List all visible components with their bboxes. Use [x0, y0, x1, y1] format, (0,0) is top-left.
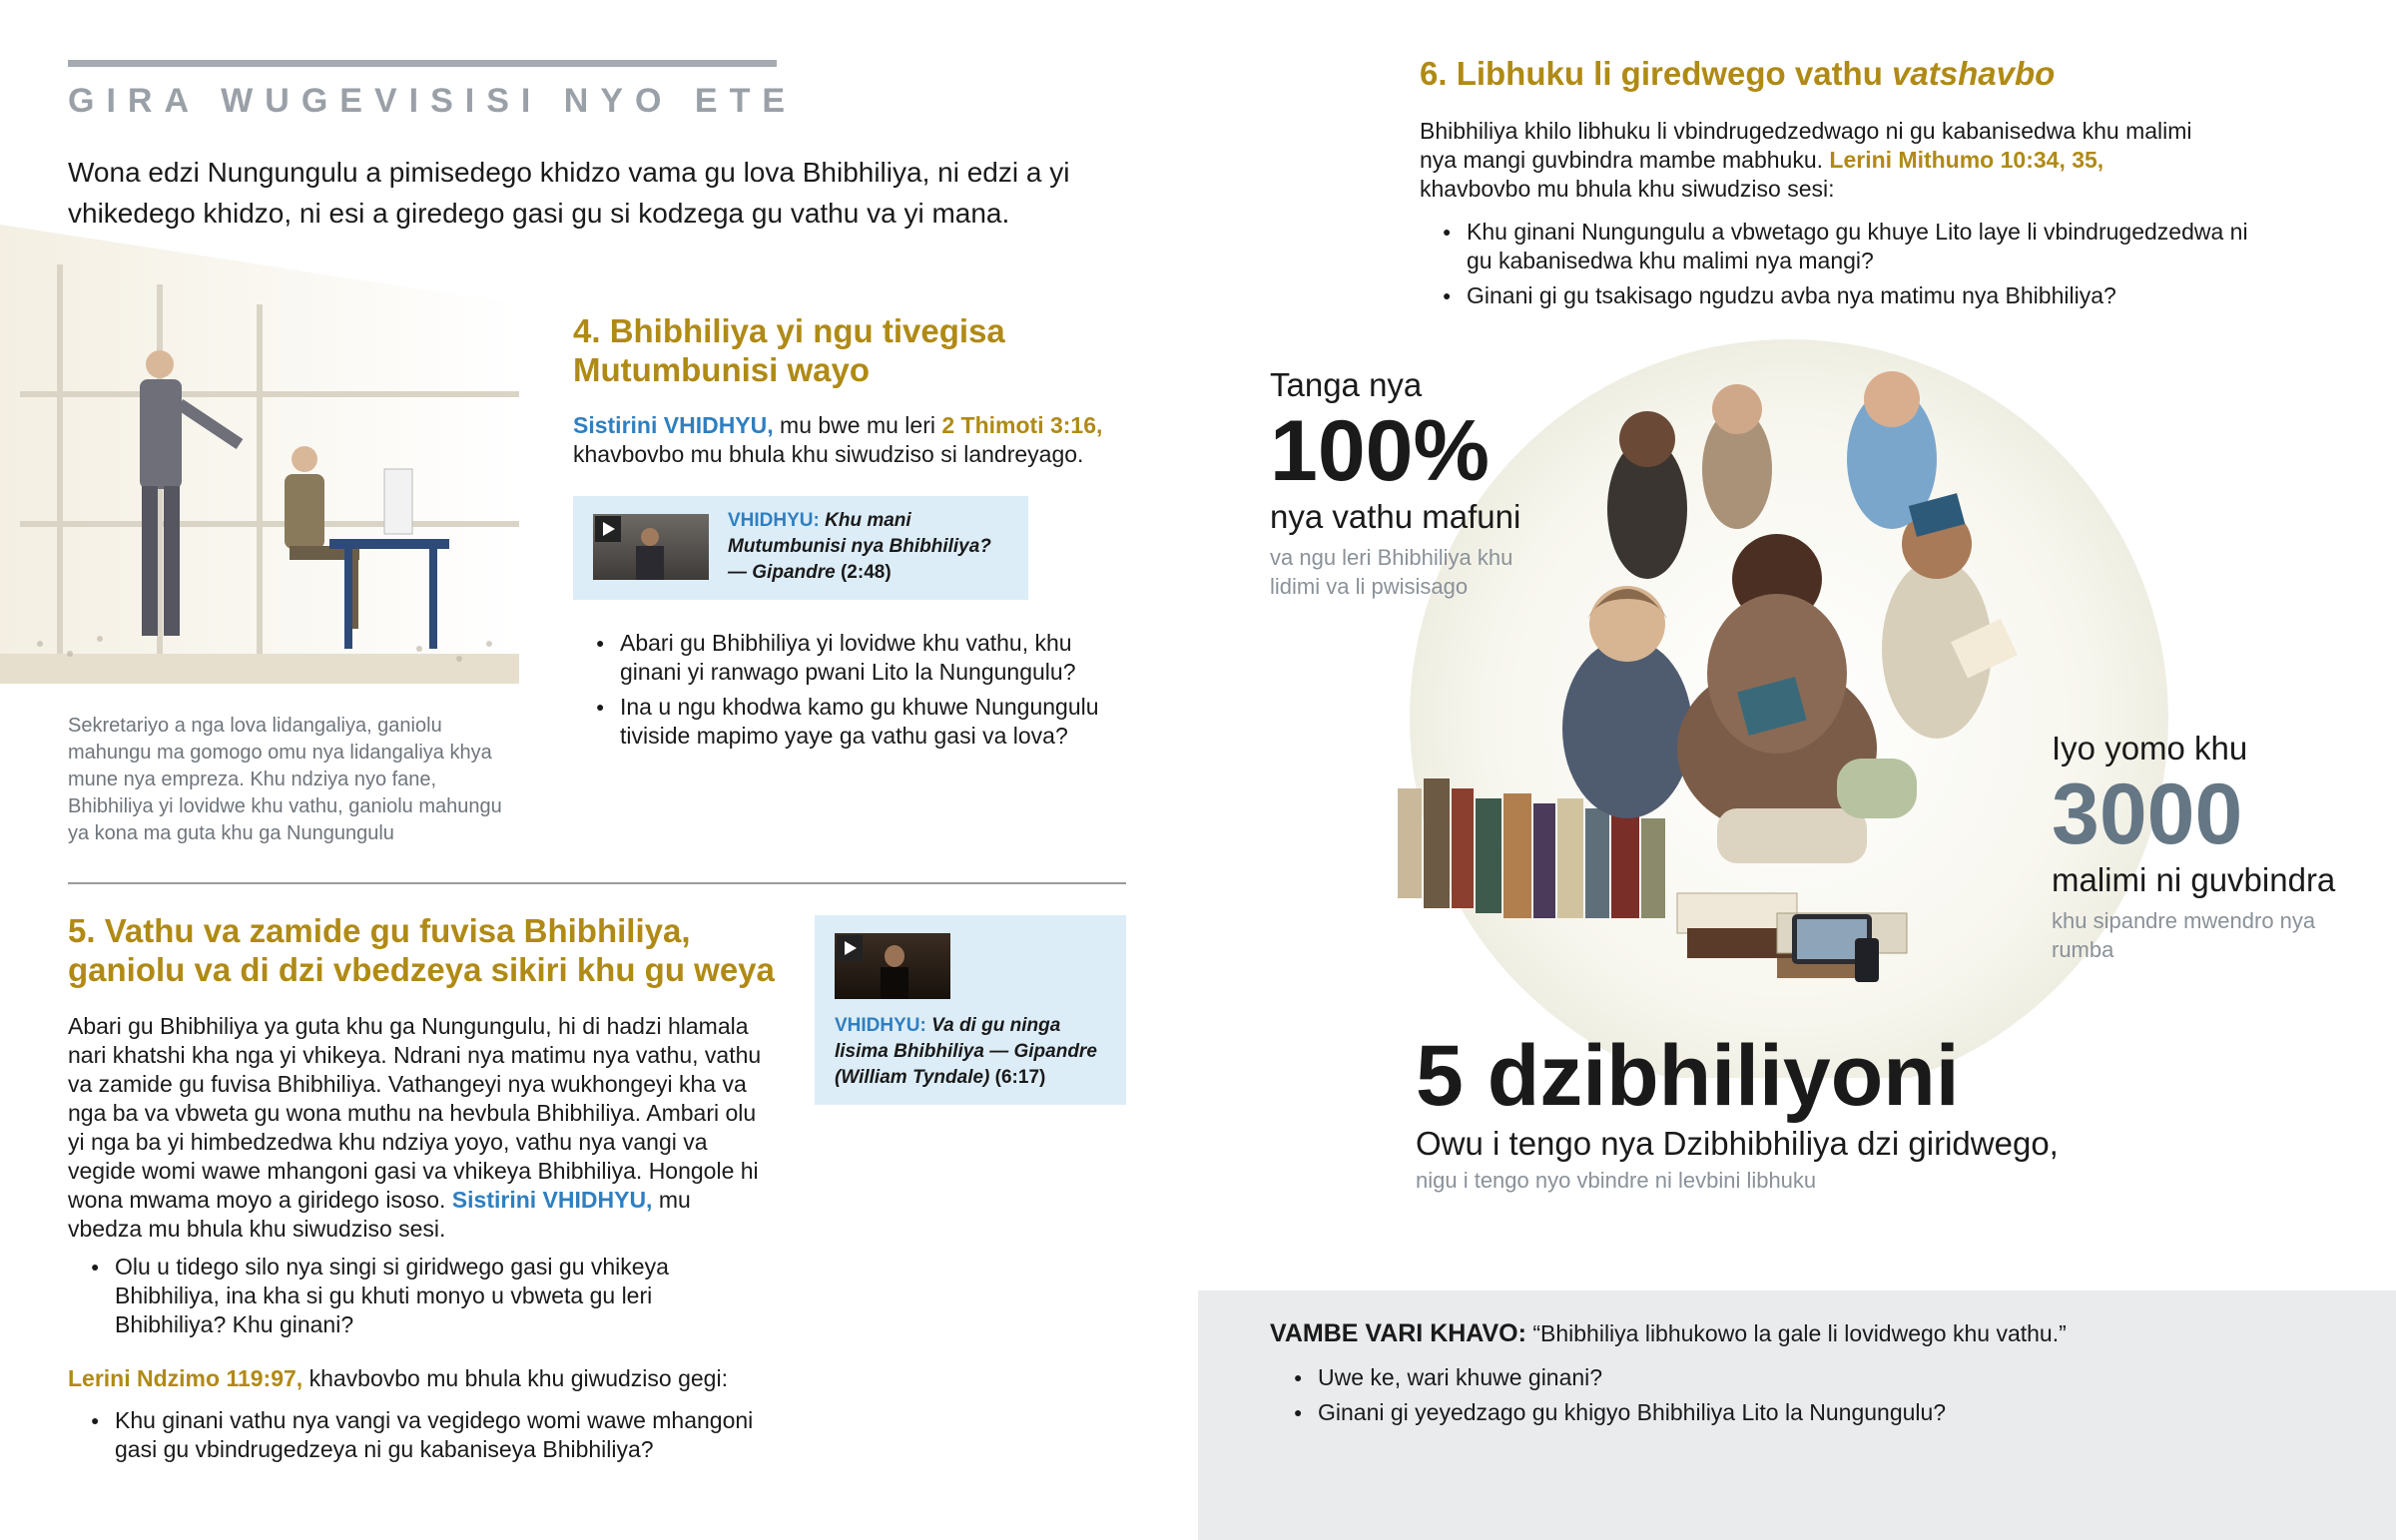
section4-video-card[interactable] [573, 496, 1028, 600]
video-prefix: VHIDHYU: [835, 1015, 926, 1036]
stat-3000-number: 3000 [2052, 767, 2243, 862]
video-title: Va di gu ninga lisima Bhibhiliya — Gipandre [835, 1015, 1097, 1062]
summary-label: VAMBE VARI KHAVO: [1270, 1319, 1526, 1347]
video-duration: (2:48) [840, 562, 892, 583]
section6-paragraph: Bhibhiliya khilo libhuku li vbindrugedzedwago ni gu kabanisedwa khu malimi nya mangi guvbindra mambe mabhuku. Lerini Mithumo 10:34, 35, khavbovbo mu bhula khu siwudziso sesi: [1420, 118, 2192, 202]
play-icon[interactable] [837, 935, 863, 961]
question-item: ● Abari gu Bhibhiliya yi lovidwe khu vathu, khu ginani yi ranwago pwani Lito la Nungungulu? [596, 629, 1115, 687]
question-item: ● Uwe ke, wari khuwe ginani? [1294, 1363, 2292, 1392]
question-item: ● Ina u ngu khodwa kamo gu khuwe Nungungulu tiviside mapimo yaye ga vathu gasi va lova? [596, 693, 1115, 751]
question-item: ● Olu u tidego silo nya singi si giridwego gasi gu vhikeya Bhibhiliya, ina kha si gu khuti monyo u vbweta gu leri Bhibhiliya? Khu ginani? [91, 1253, 730, 1339]
summary-questions [1294, 1363, 2292, 1433]
video-person: (William Tyndale) [835, 1067, 990, 1088]
section-divider [68, 882, 1126, 884]
section4-read-tail: khavbovbo mu bhula khu siwudziso si landreyago. [573, 441, 1084, 467]
section-kicker: GIRA WUGEVISISI NYO ETE [68, 82, 798, 120]
stat-5-billion: 5 dzibhiliyoni Owu i tengo nya Dzibhibhiliya dzi giridwego, nigu i tengo nyo vbindre ni levbini libhuku [1416, 1028, 2174, 1198]
intro-paragraph: Wona edzi Nungungulu a pimisedego khidzo vama gu lova Bhibhiliya, ni edzi a yi vhikedego khidzo, ni esi a giredego gasi gu si kodzega gu vathu va yi mana. [68, 157, 1070, 229]
question-item: ● Khu ginani vathu nya vangi va vegidego womi wawe mhangoni gasi gu vbindrugedzeya ni gu kabaniseya Bhibhiliya? [91, 1406, 770, 1464]
stat-3000: Iyo yomo khu 3000 malimi ni guvbindra khu sipandre mwendro nya rumba [2052, 729, 2396, 964]
question-item: ● Ginani gi gu tsakisago ngudzu avba nya matimu nya Bhibhiliya? [1443, 281, 2251, 310]
section5-questions-2 [91, 1406, 770, 1470]
section4-video-link[interactable]: Sistirini VHIDHYU, [573, 412, 774, 438]
section5-scripture-line: Lerini Ndzimo 119:97, khavbovbo mu bhula khu giwudziso gegi: [68, 1365, 728, 1391]
section5-questions-1 [91, 1253, 730, 1345]
office-illustration [0, 225, 519, 684]
video-suffix: — Gipandre [728, 562, 836, 583]
video-prefix: VHIDHYU: [728, 510, 820, 531]
section4-instructions [573, 411, 1132, 469]
section4-questions [596, 629, 1115, 757]
section4-scripture-link[interactable]: 2 Thimoti 3:16, [941, 412, 1103, 438]
stat-5-billion-number: 5 dzibhiliyoni [1416, 1028, 1960, 1124]
section4-read-mid: mu bwe mu leri [773, 412, 942, 438]
play-icon[interactable] [595, 516, 621, 542]
section5-paragraph: Abari gu Bhibhiliya ya guta khu ga Nungungulu, hi di hadzi hlamala nari khatshi kha nga yi vhikeya. Ndrani nya matimu nya vathu, vathu va zamide gu fuvisa Bhibhiliya. Vathangeyi nya wukhongeyi kha va nga ba va vbweta gu wona muthu na hevbula Bhibhiliya. Ambari olu yi nga ba yi himbedzedwa khu ndziya yoyo, vathu nya vangi va vegide womi wawe mhangoni gasi va vhikeya Bhibhiliya. Hongole hi wona mwama moyo a giridego isoso. Sistirini VHIDHYU, mu vbedza mu bhula khu siwudziso sesi. [68, 1013, 762, 1242]
section5-title: 5. Vathu va zamide gu fuvisa Bhibhiliya, ganiolu va di dzi vbedzeya sikiri khu gu weya [68, 912, 775, 988]
image-caption: Sekretariyo a nga lova lidangaliya, ganiolu mahungu ma gomogo omu nya lidangaliya khya mune nya empreza. Khu ndziya nyo fane, Bhibhiliya yi lovidwe khu vathu, ganiolu mahungu ya kona ma guta khu ga Nungungulu [68, 715, 502, 844]
question-item: ● Khu ginani Nungungulu a vbwetago gu khuye Lito laye li vbindrugedzedwa ni gu kabanisedwa khu malimi nya mangi? [1443, 218, 2251, 275]
video-thumbnail[interactable] [593, 514, 709, 580]
summary-quote: VAMBE VARI KHAVO: “Bhibhiliya libhukowo la gale li lovidwego khu vathu.” [1270, 1319, 2067, 1347]
section5-video-card[interactable] [815, 915, 1126, 1105]
stat-100-number: 100% [1270, 403, 1490, 499]
question-item: ● Ginani gi yeyedzago gu khigyo Bhibhiliya Lito la Nungungulu? [1294, 1398, 2292, 1427]
video-title: Khu mani Mutumbunisi nya Bhibhiliya? [728, 510, 991, 557]
section4-title: 4. Bhibhiliya yi ngu tivegisa Mutumbunisi wayo [573, 312, 1005, 388]
section6-scripture-link[interactable]: Lerini Mithumo 10:34, 35, [1829, 147, 2104, 173]
section5-scripture-link[interactable]: Lerini Ndzimo 119:97, [68, 1365, 303, 1391]
section5-video-link[interactable]: Sistirini VHIDHYU, [451, 1187, 653, 1213]
top-rule [68, 60, 777, 67]
section6-title: 6. Libhuku li giredwego vathu vatshavbo [1420, 55, 2056, 92]
section6-questions [1443, 218, 2251, 316]
video-duration: (6:17) [994, 1067, 1046, 1088]
video-thumbnail[interactable] [835, 933, 950, 999]
stat-100: Tanga nya 100% nya vathu mafuni va ngu leri Bhibhiliya khu lidimi va li pwisisago [1270, 365, 1629, 601]
